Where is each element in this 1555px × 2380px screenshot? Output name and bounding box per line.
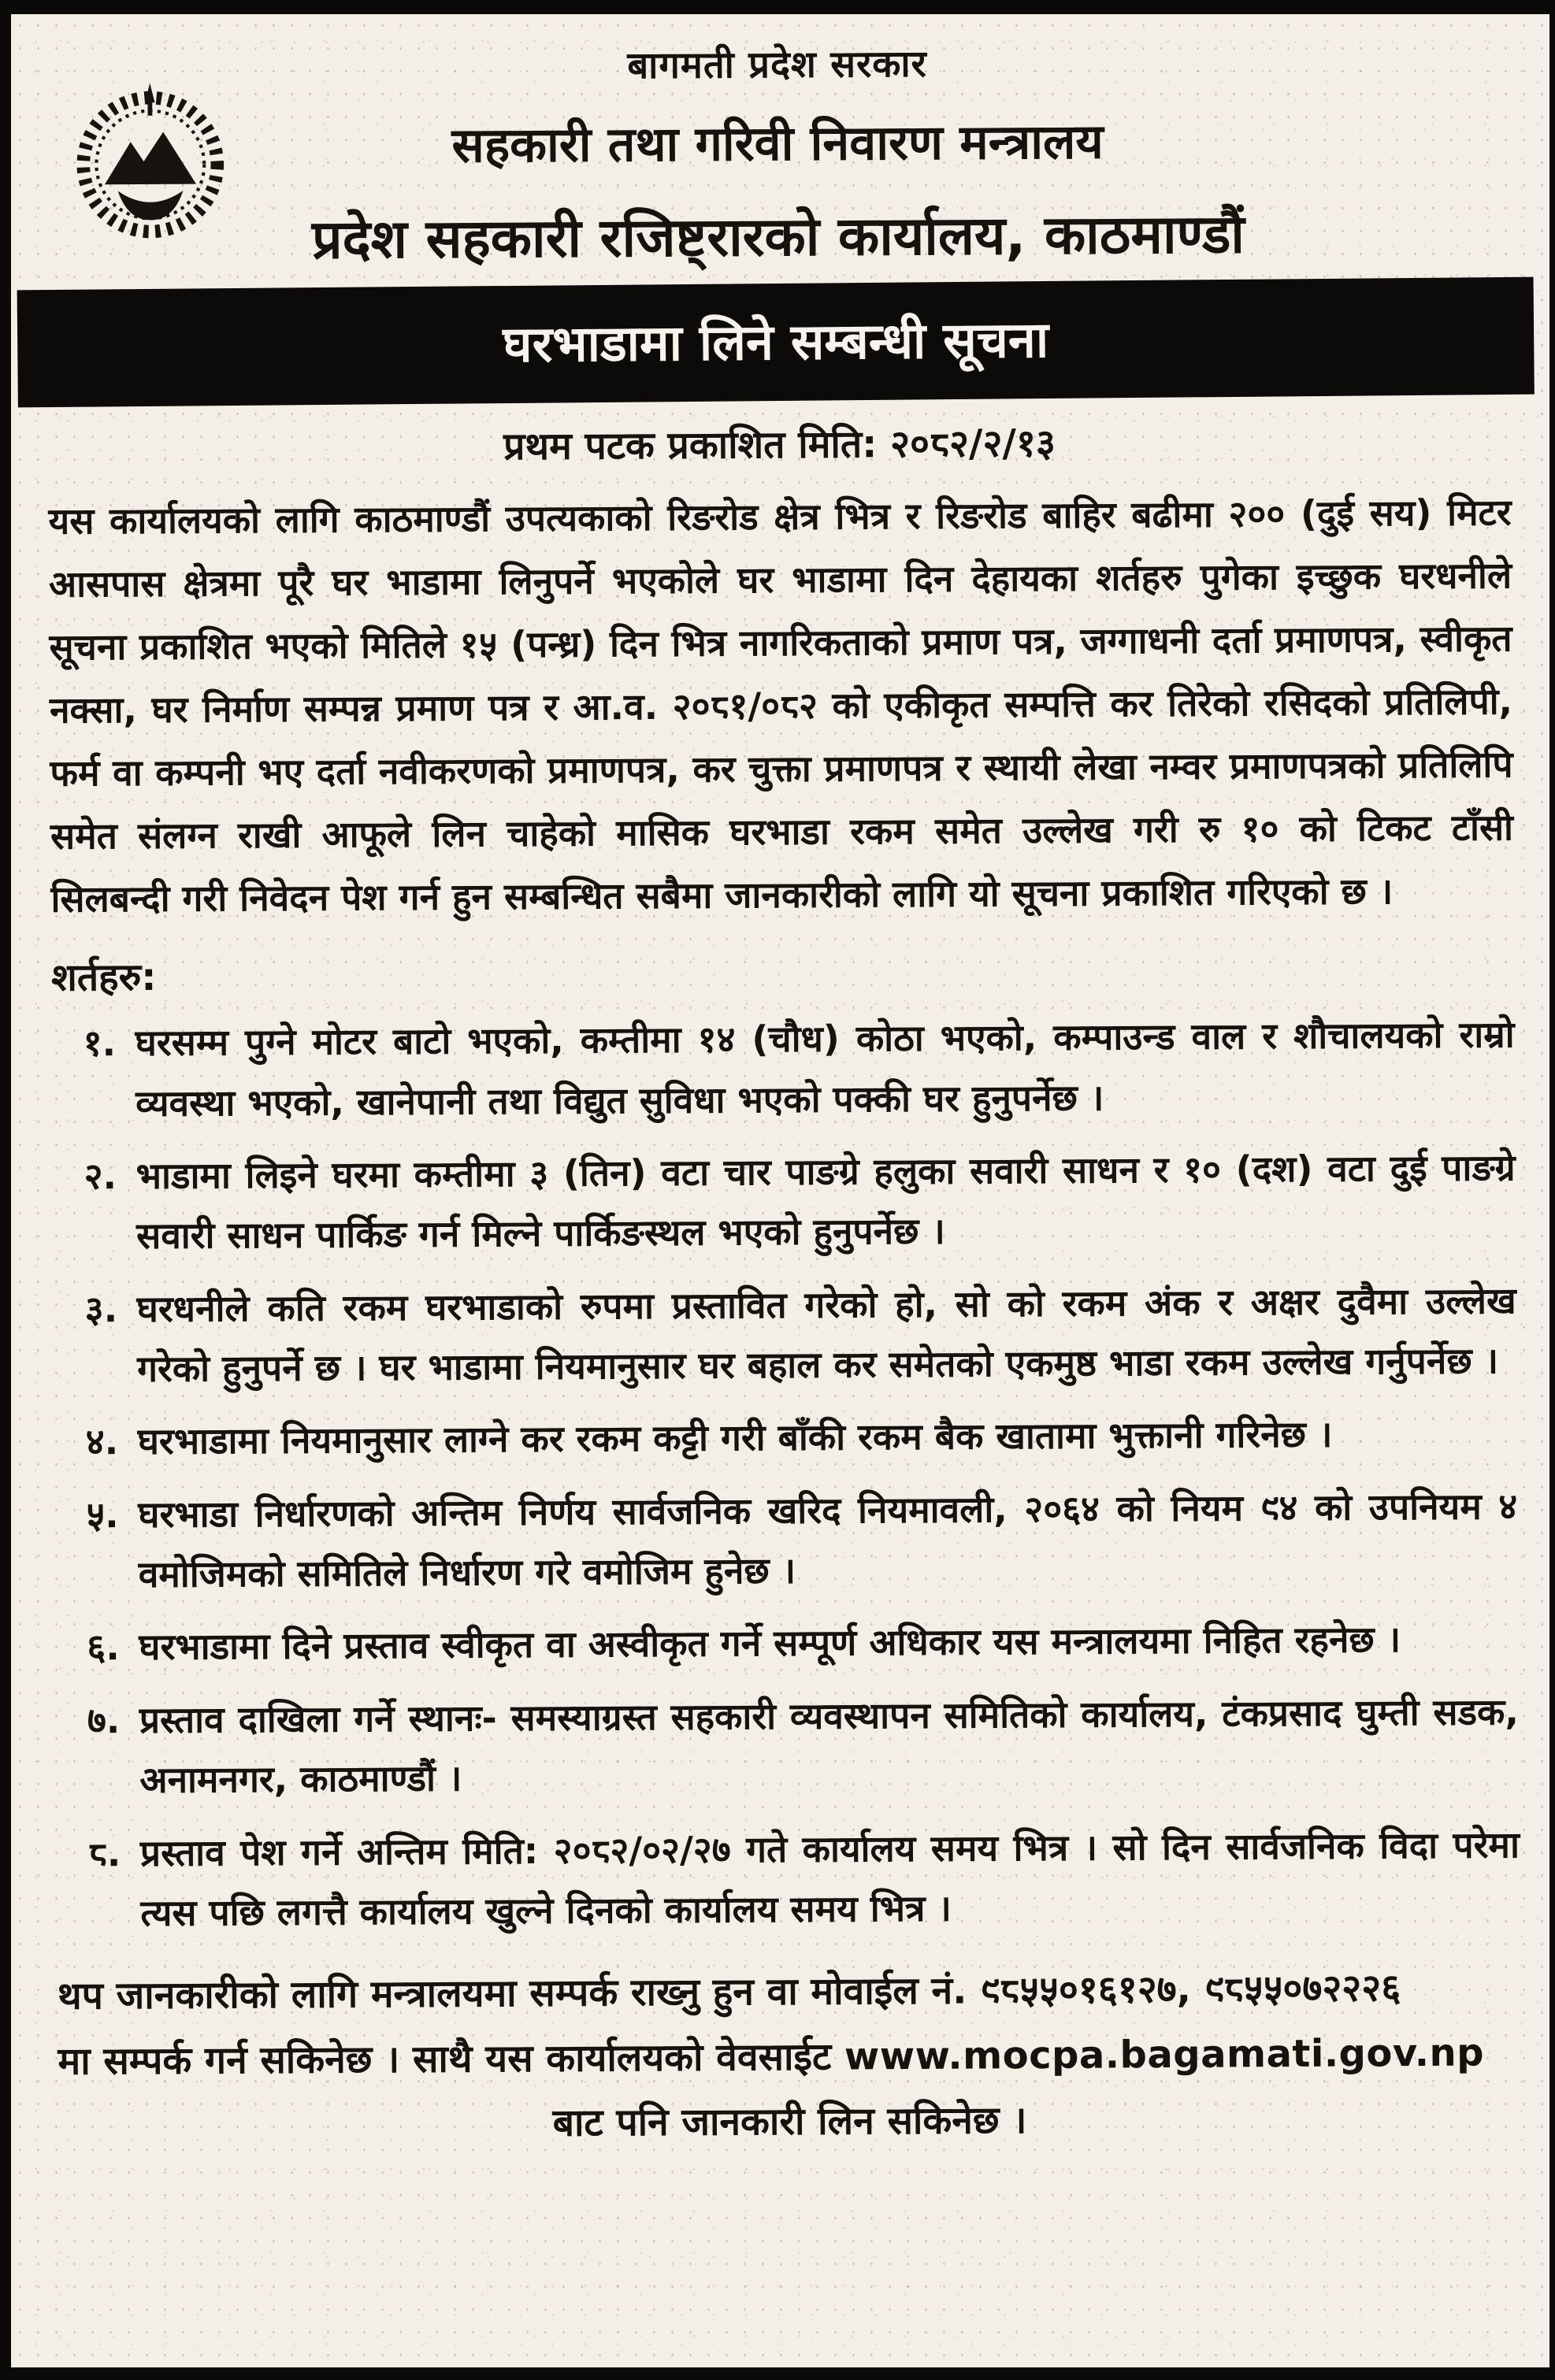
condition-text: घरसम्म पुग्ने मोटर बाटो भएको, कम्तीमा १४ (चौध) कोठा भएको, कम्पाउन्ड वाल र शौचालयको राम्रो व्यवस्था भएको, खानेपानी तथा विद्युत सुविधा भएको पक्की घर हुनुपर्नेछ । bbox=[135, 1013, 1515, 1125]
footer-website-line bbox=[58, 2020, 1520, 2094]
notice-title: घरभाडामा लिने सम्बन्धी सूचना bbox=[502, 310, 1049, 374]
condition-text: घरभाडामा दिने प्रस्ताव स्वीकृत वा अस्वीकृत गर्ने सम्पूर्ण अधिकार यस मन्त्रालयमा निहित रहनेछ । bbox=[139, 1618, 1401, 1669]
footer-contact-line: थप जानकारीको लागि मन्त्रालयमा सम्पर्क राख्नु हुन वा मोवाईल नं. ९८५५०१६१२७, ९८५५०७२२२६ bbox=[57, 1966, 1401, 2019]
condition-number: ६. bbox=[87, 1626, 120, 1669]
condition-item-4 bbox=[85, 1403, 1516, 1472]
notice-title-banner bbox=[17, 277, 1535, 408]
first-published-date-line: प्रथम पटक प्रकाशित मिति: २०८२/२/१३ bbox=[503, 421, 1056, 469]
scanned-notice-sheet bbox=[5, 9, 1555, 2167]
conditions-heading: शर्तहरु: bbox=[50, 955, 157, 1000]
condition-item-2 bbox=[84, 1137, 1516, 1266]
condition-item-6 bbox=[87, 1609, 1518, 1677]
condition-item-3 bbox=[84, 1270, 1516, 1399]
condition-item-1 bbox=[83, 1005, 1515, 1134]
office-name: प्रदेश सहकारी रजिष्ट्रारको कार्यालय, काठमाण्डौं bbox=[311, 203, 1245, 272]
condition-number: ३. bbox=[84, 1287, 118, 1331]
condition-item-5 bbox=[86, 1476, 1518, 1605]
condition-text: भाडामा लिइने घरमा कम्तीमा ३ (तिन) वटा चार पाङग्रे हलुका सवारी साधन र १० (दश) वटा दुई पाङग्रे सवारी साधन पार्किङ गर्न मिल्ने पार्किङस्थल भएको हुनुपर्नेछ । bbox=[135, 1146, 1516, 1258]
condition-text: प्रस्ताव पेश गर्ने अन्तिम मिति: २०८२/०२/२७ गते कार्यालय समय भित्र । सो दिन सार्वजनिक विदा परेमा त्यस पछि लगत्तै कार्यालय खुल्ने दिनको कार्यालय समय भित्र । bbox=[139, 1822, 1520, 1934]
condition-number: २. bbox=[84, 1155, 117, 1198]
footer-closing-line: बाट पनि जानकारी लिन सकिनेछ । bbox=[552, 2098, 1027, 2146]
website-url: www.mocpa.bagamati.gov.np bbox=[844, 2030, 1485, 2079]
contact-footer bbox=[58, 1956, 1521, 2159]
condition-number: ८. bbox=[87, 1831, 121, 1874]
condition-text: घरधनीले कति रकम घरभाडाको रुपमा प्रस्तावित गरेको हो, सो को रकम अंक र अक्षर दुवैमा उल्लेख गरेको हुनुपर्ने छ । घर भाडामा नियमानुसार घर बहाल कर समेतको एकमुष्ठ भाडा रकम उल्लेख गर्नुपर्नेछ । bbox=[136, 1278, 1516, 1391]
condition-item-7 bbox=[87, 1681, 1520, 1811]
condition-text: घरभाडामा नियमानुसार लाग्ने कर रकम कट्टी गरी बाँकी रकम बैक खातामा भुक्तानी गरिनेछ । bbox=[137, 1413, 1333, 1463]
letterhead-text bbox=[46, 30, 1510, 275]
footer-website-prefix: मा सम्पर्क गर्न सकिनेछ । साथै यस कार्यालयको वेवसाईट bbox=[58, 2034, 845, 2084]
conditions-list bbox=[51, 1005, 1520, 1944]
condition-number: ७. bbox=[87, 1698, 121, 1742]
letterhead bbox=[46, 30, 1510, 275]
condition-text: प्रस्ताव दाखिला गर्ने स्थानः- समस्याग्रस्त सहकारी व्यवस्थापन समितिको कार्यालय, टंकप्रसाद घुम्ती सडक, अनामनगर, काठमाण्डौं । bbox=[139, 1690, 1520, 1802]
condition-item-8 bbox=[88, 1815, 1520, 1944]
ministry-name: सहकारी तथा गरिवी निवारण मन्त्रालय bbox=[451, 113, 1104, 174]
condition-text: घरभाडा निर्धारणको अन्तिम निर्णय सार्वजनिक खरिद नियमावली, २०६४ को नियम ९४ को उपनियम ४ वमोजिमको समितिले निर्धारण गरे वमोजिम हुनेछ । bbox=[138, 1485, 1518, 1596]
nepal-government-emblem-icon bbox=[68, 69, 232, 250]
government-name: बागमती प्रदेश सरकार bbox=[627, 42, 927, 88]
condition-number: ५. bbox=[86, 1492, 119, 1537]
intro-paragraph: यस कार्यालयको लागि काठमाण्डौं उपत्यकाको रिङरोड क्षेत्र भित्र र रिङरोड बाहिर बढीमा २०० (दुई सय) मिटर आसपास क्षेत्रमा पूरै घर भाडामा लिनुपर्ने भएकोले घर भाडामा दिन देहायका शर्तहरु पुगेका इच्छुक घरधनीले सूचना प्रकाशित भएको मितिले १५ (पन्ध्र) दिन भित्र नागरिकताको प्रमाण पत्र, जग्गाधनी दर्ता प्रमाणपत्र, स्वीकृत नक्सा, घर निर्माण सम्पन्न प्रमाण पत्र र आ.व. २०८१/०८२ को एकीकृत सम्पत्ति कर तिरेको रसिदको प्रतिलिपी, फर्म वा कम्पनी भए दर्ता नवीकरणको प्रमाणपत्र, कर चुक्ता प्रमाणपत्र र स्थायी लेखा नम्वर प्रमाणपत्रको प्रतिलिपि समेत संलग्न राखी आफूले लिन चाहेको मासिक घरभाडा रकम समेत उल्लेख गरी रु १० को टिकट टाँसी सिलबन्दी गरी निवेदन पेश गर्न हुन सम्बन्धित सबैमा जानकारीको लागि यो सूचना प्रकाशित गरिएको छ । bbox=[48, 491, 1514, 921]
condition-number: ४. bbox=[85, 1420, 119, 1463]
condition-number: १. bbox=[83, 1021, 117, 1065]
